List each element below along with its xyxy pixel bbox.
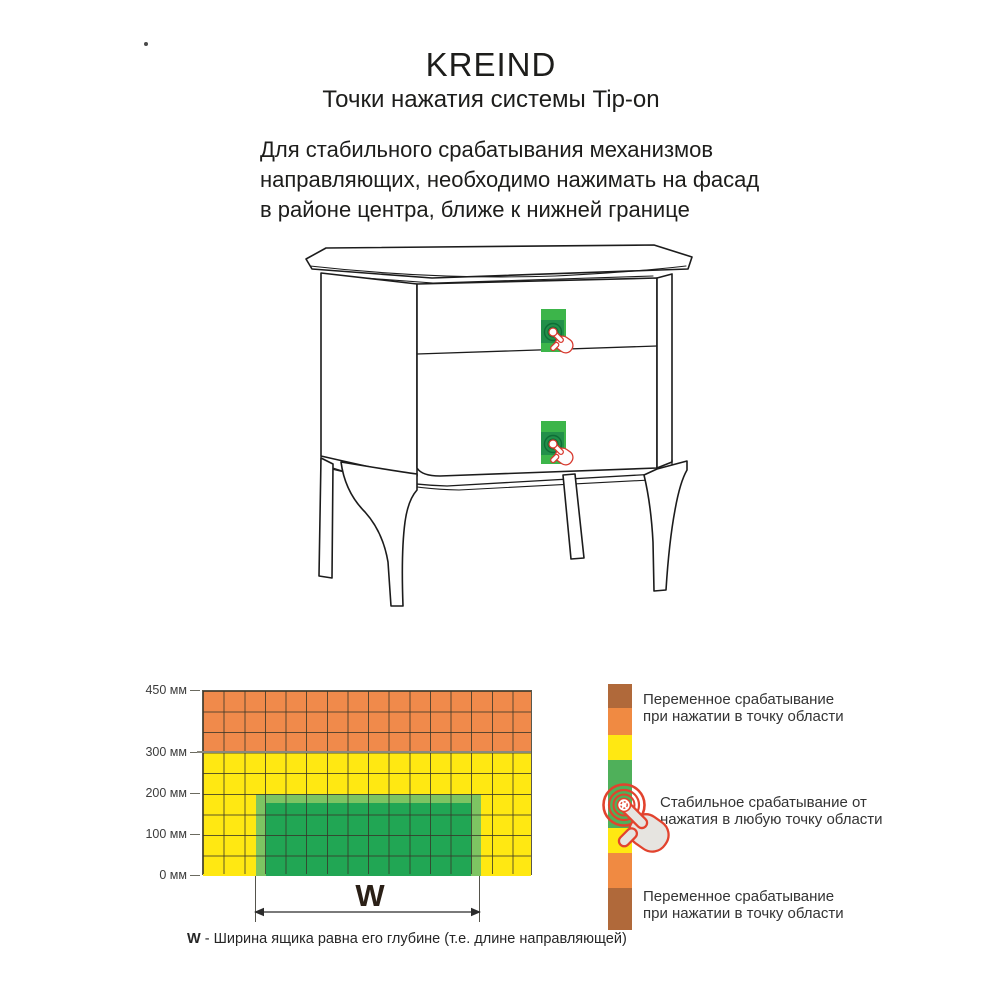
description-paragraph xyxy=(260,135,780,225)
front-right-leg xyxy=(644,461,687,591)
width-caption-symbol: W xyxy=(187,931,201,947)
description-line: в районе центра, ближе к нижней границе xyxy=(260,197,690,222)
legend-segment-brown xyxy=(608,684,632,708)
legend-segment-orange xyxy=(608,708,632,735)
y-axis-tick xyxy=(138,867,200,883)
grid-lines xyxy=(203,691,531,874)
legend-label-line: Переменное срабатывание xyxy=(643,888,835,905)
front-face xyxy=(417,278,657,476)
legend-bottom-label xyxy=(643,888,844,922)
y-axis-label: 300 мм xyxy=(145,745,187,759)
tick-dash xyxy=(190,875,200,876)
page-subtitle: Точки нажатия системы Tip-on xyxy=(322,86,660,113)
legend-top-label xyxy=(643,691,844,725)
y-axis-tick xyxy=(138,785,200,801)
y-axis-tick xyxy=(138,826,200,842)
width-label: W xyxy=(355,878,385,913)
y-axis-tick xyxy=(138,744,200,760)
front-left-leg xyxy=(341,462,417,606)
tick-dash xyxy=(190,793,200,794)
side-panel xyxy=(321,273,417,476)
legend-label-line: нажатия в любую точку области xyxy=(660,811,883,828)
y-axis-label: 450 мм xyxy=(145,683,187,697)
y-axis-tick xyxy=(138,682,200,698)
brand-title: KREIND xyxy=(425,46,557,83)
y-axis-label: 100 мм xyxy=(145,827,187,841)
line-300mm xyxy=(197,751,531,753)
y-axis-label: 200 мм xyxy=(145,786,187,800)
back-right-leg xyxy=(563,474,584,559)
legend-label-line: Стабильное срабатывание от xyxy=(660,794,867,811)
description-line: направляющих, необходимо нажимать на фасад xyxy=(260,167,760,192)
legend-segment-brown xyxy=(608,888,632,930)
back-left-leg xyxy=(319,458,333,578)
description-line: Для стабильного срабатывания механизмов xyxy=(260,137,714,162)
legend-label-line: при нажатии в точку области xyxy=(643,905,844,922)
width-caption xyxy=(187,931,627,947)
width-caption-text: - Ширина ящика равна его глубине (т.е. длине направляющей) xyxy=(200,931,627,947)
tick-dash xyxy=(190,834,200,835)
right-stile xyxy=(657,274,672,468)
tick-dash xyxy=(190,690,200,691)
legend-label-line: при нажатии в точку области xyxy=(643,708,844,725)
legend-segment-yellow xyxy=(608,735,632,760)
y-axis-label: 0 мм xyxy=(159,868,187,882)
zones-grid xyxy=(202,690,532,875)
nightstand-body xyxy=(306,245,692,606)
tabletop xyxy=(306,245,692,278)
touch-press-icon xyxy=(590,763,695,868)
legend-label-line: Переменное срабатывание xyxy=(643,691,835,708)
nightstand-illustration xyxy=(195,242,715,632)
